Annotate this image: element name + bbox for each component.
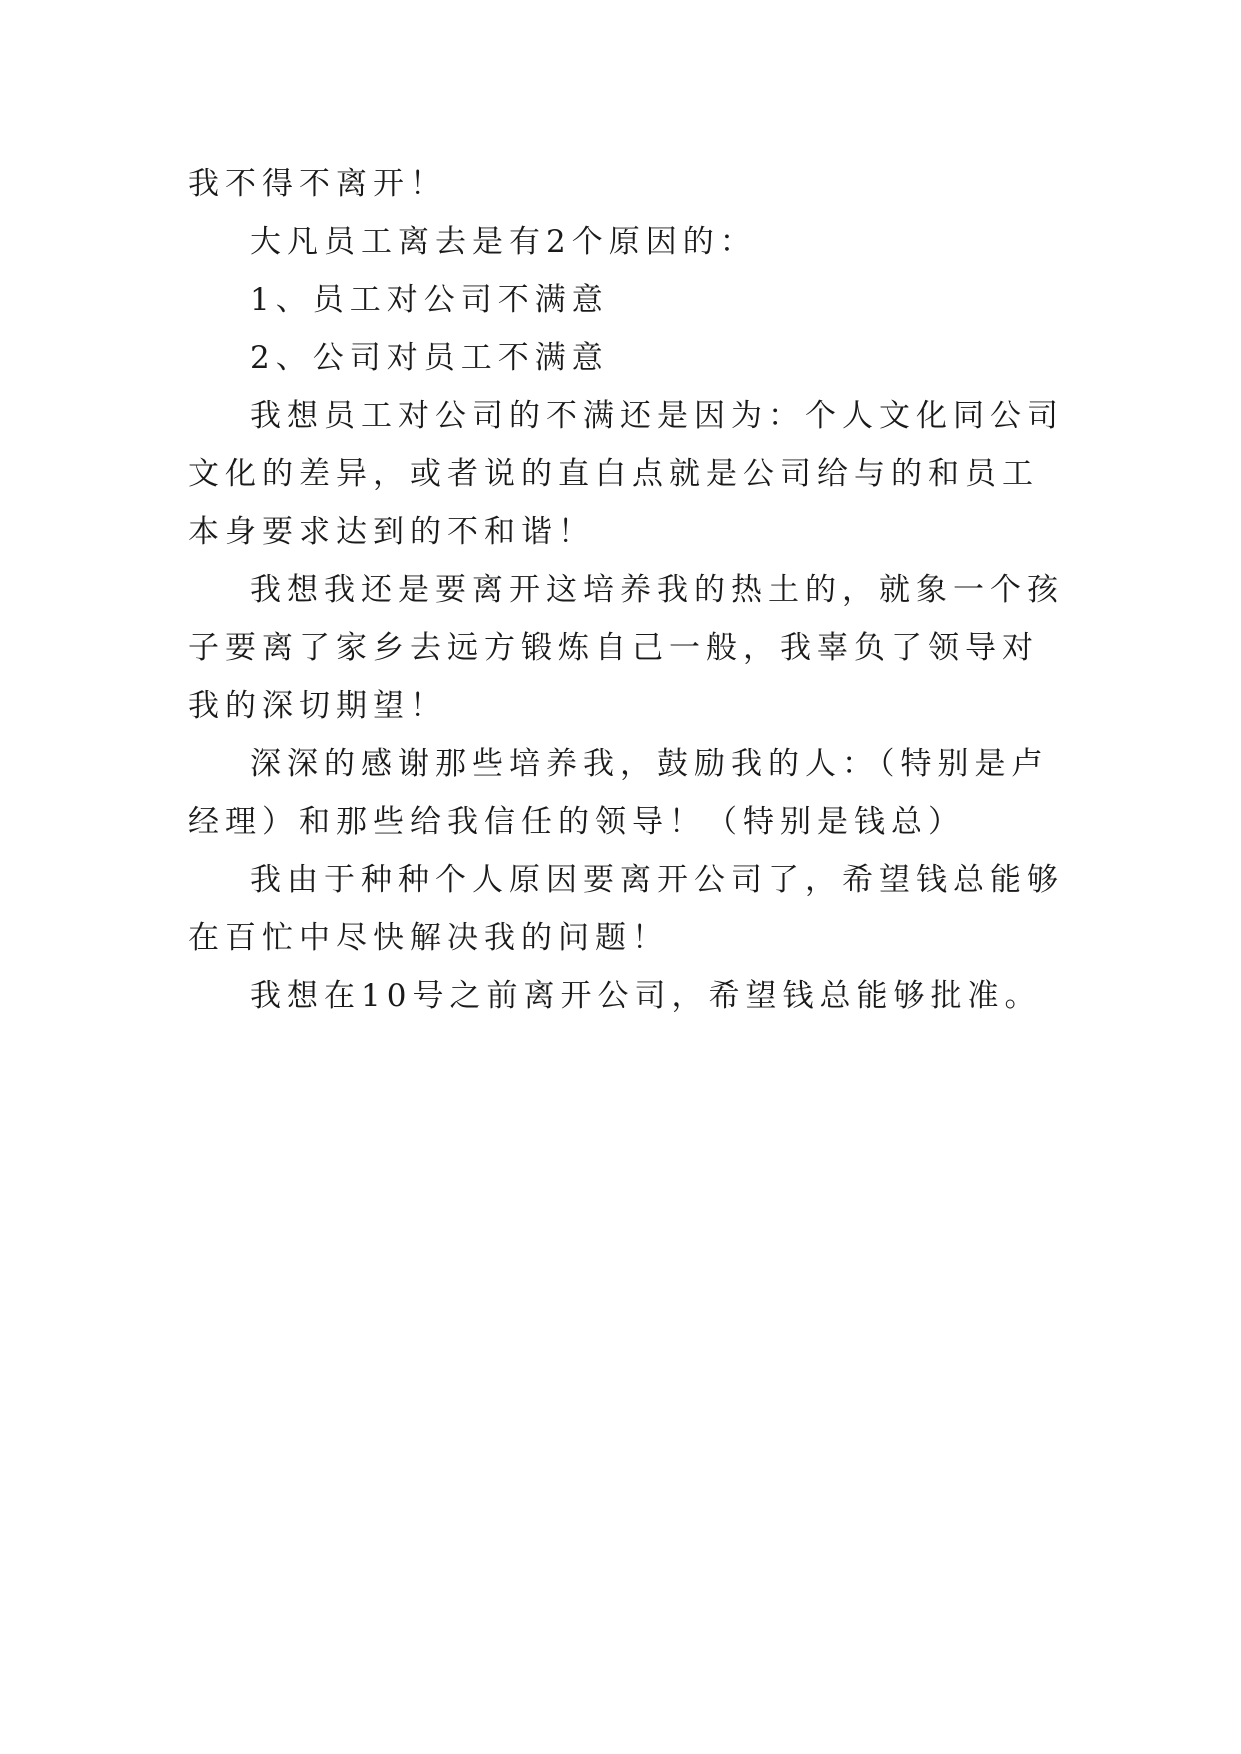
- paragraph-4: 2、公司对员工不满意: [250, 340, 609, 376]
- paragraph-9: 我想在10号之前离开公司，希望钱总能够批准。: [250, 978, 1042, 1014]
- paragraph-2: 大凡员工离去是有2个原因的：: [250, 224, 757, 260]
- paragraph-1: 我不得不离开！: [188, 166, 447, 202]
- paragraph-5: 我想员工对公司的不满还是因为：个人文化同公司文化的差异，或者说的直白点就是公司给与的和员工本身要求达到的不和谐！: [188, 398, 1064, 550]
- paragraph-3: 1、员工对公司不满意: [250, 282, 609, 318]
- document-body: [188, 155, 1068, 1025]
- paragraph-8: 我由于种种个人原因要离开公司了，希望钱总能够在百忙中尽快解决我的问题！: [188, 862, 1064, 956]
- paragraph-7: 深深的感谢那些培养我，鼓励我的人：（特别是卢经理）和那些给我信任的领导！（特别是钱总）: [188, 746, 1049, 840]
- paragraph-6: 我想我还是要离开这培养我的热土的，就象一个孩子要离了家乡去远方锻炼自己一般，我辜负了领导对我的深切期望！: [188, 572, 1064, 724]
